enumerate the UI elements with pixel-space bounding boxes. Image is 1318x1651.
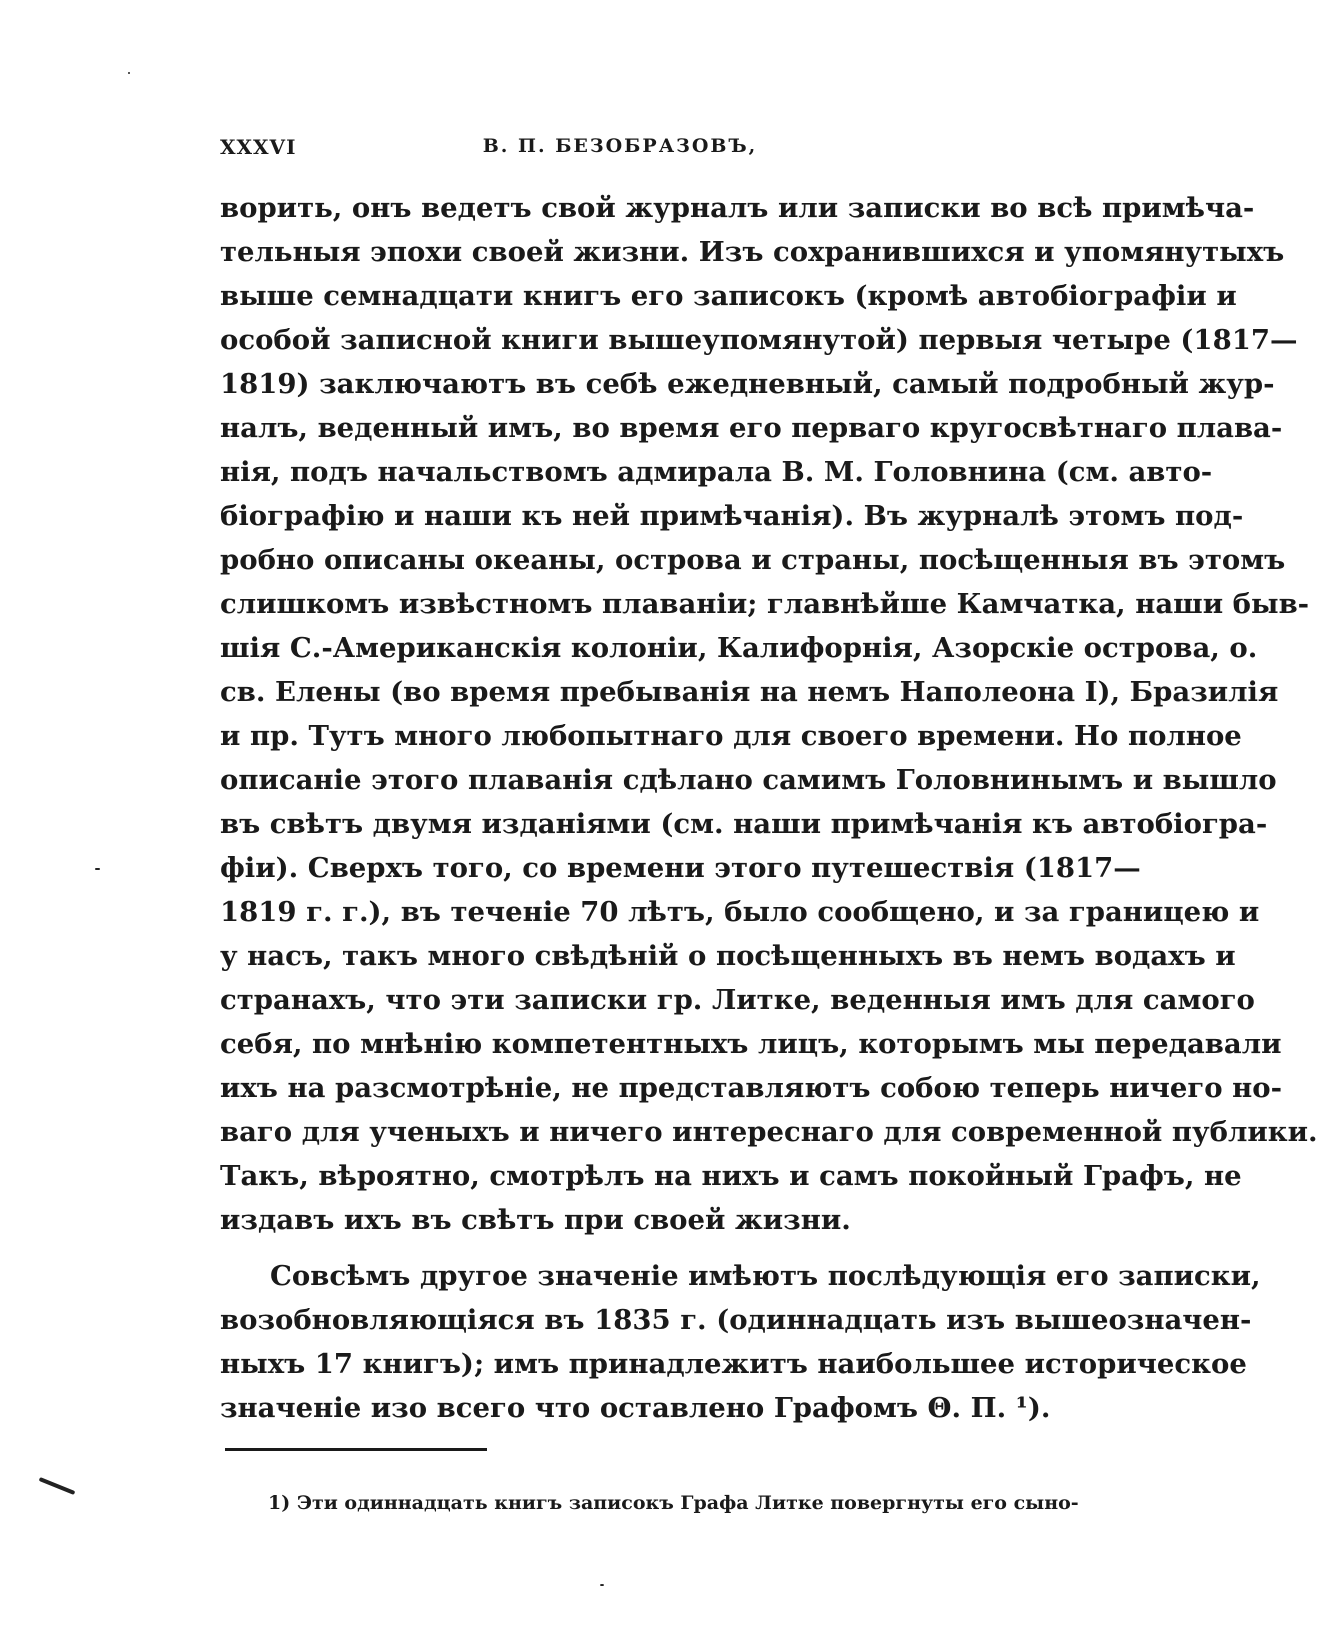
scan-speck (95, 868, 100, 870)
text-line: ихъ на разсмотрѣніе, не представляютъ собою теперь ничего но- (220, 1072, 1283, 1104)
footnote-divider (225, 1448, 487, 1451)
text-line: нія, подъ начальствомъ адмирала В. М. Головнина (см. авто- (220, 456, 1213, 488)
paragraph-gap (220, 1242, 1020, 1254)
text-line: 1819 г. г.), въ теченіе 70 лѣтъ, было сообщено, и за границею и (220, 896, 1260, 928)
text-line: ваго для ученыхъ и ничего интереснаго для современной публики. (220, 1116, 1318, 1148)
text-line: Совсѣмъ другое значеніе имѣютъ послѣдующія его записки, (270, 1260, 1261, 1292)
scan-speck (39, 1477, 76, 1495)
running-head: В. П. БЕЗОБРАЗОВЪ, (482, 135, 758, 157)
text-line: возобновляющіяся въ 1835 г. (одиннадцать изъ вышеозначен- (220, 1304, 1252, 1336)
text-line: въ свѣтъ двумя изданіями (см. наши примѣчанія къ автобіогра- (220, 808, 1268, 840)
text-line: особой записной книги вышеупомянутой) первыя четыре (1817— (220, 324, 1298, 356)
text-line: описаніе этого плаванія сдѣлано самимъ Головнинымъ и вышло (220, 764, 1277, 796)
text-line: слишкомъ извѣстномъ плаваніи; главнѣйше Камчатка, наши быв- (220, 588, 1310, 620)
scan-speck (600, 1584, 604, 1586)
text-line: св. Елены (во время пребыванія на немъ Наполеона I), Бразилія (220, 676, 1279, 708)
text-line: значеніе изо всего что оставлено Графомъ Θ. П. ¹). (220, 1392, 1051, 1424)
text-line: тельныя эпохи своей жизни. Изъ сохранившихся и упомянутыхъ (220, 236, 1285, 268)
text-line: выше семнадцати книгъ его записокъ (кромѣ автобіографіи и (220, 280, 1237, 312)
text-line: 1819) заключаютъ въ себѣ ежедневный, самый подробный жур- (220, 368, 1275, 400)
text-line: Такъ, вѣроятно, смотрѣлъ на нихъ и самъ покойный Графъ, не (220, 1160, 1242, 1192)
text-line: робно описаны океаны, острова и страны, посѣщенныя въ этомъ (220, 544, 1286, 576)
text-line: ныхъ 17 книгъ); имъ принадлежитъ наибольшее историческое (220, 1348, 1247, 1380)
page-number: XXXVI (220, 135, 297, 159)
text-line: странахъ, что эти записки гр. Литке, веденныя имъ для самого (220, 984, 1255, 1016)
page-header (220, 135, 1020, 165)
text-line: издавъ ихъ въ свѣтъ при своей жизни. (220, 1204, 851, 1236)
text-line: у насъ, такъ много свѣдѣній о посѣщенныхъ въ немъ водахъ и (220, 940, 1236, 972)
text-line: ворить, онъ ведетъ свой журналъ или записки во всѣ примѣча- (220, 192, 1255, 224)
body-text (220, 186, 1318, 1430)
text-line: и пр. Тутъ много любопытнаго для своего времени. Но полное (220, 720, 1242, 752)
scan-speck (128, 72, 130, 74)
text-line: шія С.-Американскія колоніи, Калифорнія, Азорскіе острова, о. (220, 632, 1258, 664)
text-line: себя, по мнѣнію компетентныхъ лицъ, которымъ мы передавали (220, 1028, 1282, 1060)
footnote: 1) Эти одиннадцать книгъ записокъ Графа Литке повергнуты его сыно- (268, 1492, 1079, 1514)
text-line: біографію и наши къ ней примѣчанія). Въ журналѣ этомъ под- (220, 500, 1244, 532)
text-line: фіи). Сверхъ того, со времени этого путешествія (1817— (220, 852, 1141, 884)
text-line: налъ, веденный имъ, во время его перваго кругосвѣтнаго плава- (220, 412, 1283, 444)
